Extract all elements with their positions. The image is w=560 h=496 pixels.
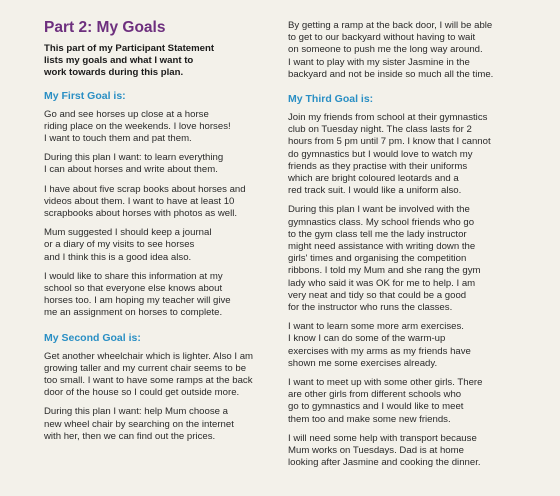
- goal1-heading: My First Goal is:: [44, 89, 126, 102]
- goal2-paragraph-1: Get another wheelchair which is lighter. Also I am growing taller and my current chair seems to be too small. I want to have some ramps at the back door of the house so I could get outside more.: [44, 350, 254, 399]
- goal1-paragraph-5: I would like to share this information at my school so that everyone else knows about horses too. I am hoping my teacher will give me an assignment on horses to complete.: [44, 270, 231, 319]
- goal3-paragraph-3: I want to learn some more arm exercises. I know I can do some of the warm-up exercises with my arms as my friends have shown me some exercises already.: [288, 321, 471, 369]
- goal3-heading: My Third Goal is:: [288, 93, 374, 106]
- goal3-paragraph-5: I will need some help with transport because Mum works on Tuesdays. Dad is at home looking after Jasmine and cooking the dinner.: [288, 432, 481, 469]
- intro-text: This part of my Participant Statement lists my goals and what I want to work towards during this plan.: [44, 43, 215, 79]
- goal1-paragraph-1: Go and see horses up close at a horse riding place on the weekends. I love horses! I want to touch them and pat them.: [44, 108, 231, 145]
- page-title: Part 2: My Goals: [44, 19, 166, 36]
- right-column: [288, 20, 524, 477]
- goal1-paragraph-3: I have about five scrap books about horses and videos about them. I want to have at least 10 scrapbooks about horses with photos as well.: [44, 183, 246, 220]
- goal1-paragraph-2: During this plan I want: to learn everything I can about horses and write about them.: [44, 152, 224, 176]
- left-column: [44, 18, 276, 450]
- goal1-paragraph-4: Mum suggested I should keep a journal or a diary of my visits to see horses and I think this is a good idea also.: [44, 227, 212, 263]
- goal2-paragraph-2: During this plan I want: help Mum choose a new wheel chair by searching on the internet with her, then we can find out the prices.: [44, 406, 234, 442]
- goal3-paragraph-2: During this plan I want be involved with the gymnastics class. My school friends who go to the gym class tell me the lady instructor might need assistance with writing down the girls' times and organising the competition ribbons. I told my Mum and she rang the gym lady who said it was OK for me to help. I am very neat and tidy so that could be a good for the instructor who runs the classes.: [288, 204, 481, 314]
- goal3-paragraph-4: I want to meet up with some other girls. There are other girls from different schools who go to gymnastics and I would like to meet them too and make some new friends.: [288, 377, 483, 425]
- goal2-heading: My Second Goal is:: [44, 331, 141, 344]
- goal3-paragraph-1: Join my friends from school at their gymnastics club on Tuesday night. The class lasts for 2 hours from 5 pm until 7 pm. I know that I cannot do gymnastics but I would love to watch my friends as they practise with their uniforms which are bright coloured leotards and a red track suit. I would like a uniform also.: [288, 112, 491, 197]
- goal2-continued-paragraph: By getting a ramp at the back door, I will be able to get to our backyard without having to wait on someone to push me the long way around. I want to play with my sister Jasmine in the backyard and not be inside so much all the time.: [288, 20, 494, 80]
